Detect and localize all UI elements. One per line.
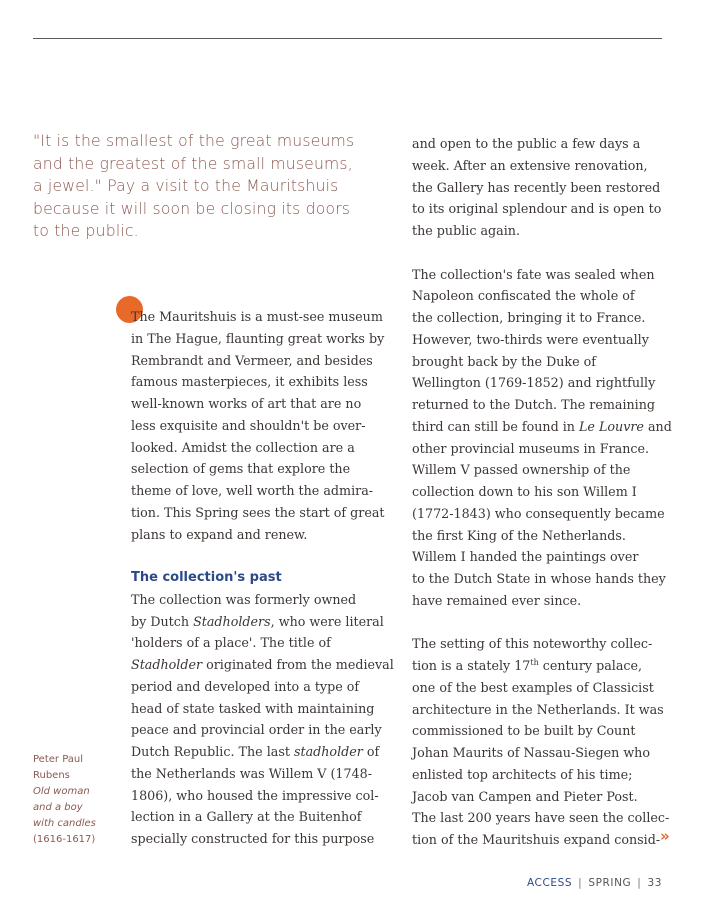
body-line: in The Hague, flaunting great works by <box>131 330 385 346</box>
body-line: peace and provincial order in the early <box>131 722 382 738</box>
body-line <box>412 655 692 677</box>
italic-term: Le Louvre <box>579 418 644 434</box>
text-run: , who were literal <box>270 613 384 629</box>
body-line: famous masterpieces, it exhibits less <box>131 374 368 390</box>
body-line: tion of the Mauritshuis expand consid- <box>412 832 661 847</box>
body-line: collection down to his son Willem I <box>412 484 637 499</box>
body-line: one of the best examples of Classicist <box>412 679 654 695</box>
superscript: th <box>530 657 539 667</box>
magazine-name: ACCESS <box>526 877 573 889</box>
body-line <box>131 654 394 676</box>
text-run: by Dutch <box>131 613 194 629</box>
body-line: period and developed into a type of <box>131 678 360 694</box>
body-line: However, two-thirds were eventually <box>412 331 649 347</box>
body-line: specially constructed for this purpose <box>131 831 375 846</box>
body-line <box>131 741 391 763</box>
body-line: other provincial museums in France. <box>412 440 650 456</box>
paragraph-gap <box>412 612 692 634</box>
pull-quote-line: because it will soon be closing its doors <box>33 199 351 218</box>
italic-term: stadholder <box>293 744 363 759</box>
body-line: to the Dutch State in whose hands they <box>412 571 666 586</box>
body-line: tion. This Spring sees the start of great <box>131 504 385 520</box>
pull-quote-line: and the greatest of the small museums, <box>33 154 353 173</box>
article-column-right <box>412 133 692 851</box>
text-run: and <box>643 418 672 434</box>
body-line: The setting of this noteworthy collec- <box>412 636 653 652</box>
body-line: 'holders of a place'. The title of <box>131 635 331 651</box>
caption-dates: (1616-1617) <box>33 834 96 845</box>
image-caption <box>33 752 113 848</box>
pull-quote-line: "It is the smallest of the great museums <box>33 132 355 150</box>
body-line: the first King of the Netherlands. <box>412 527 626 543</box>
body-line: Rembrandt and Vermeer, and besides <box>131 352 373 368</box>
caption-title: and a boy <box>33 802 83 813</box>
body-line: The last 200 years have seen the collec- <box>412 810 670 826</box>
italic-term: Stadholder <box>131 657 203 672</box>
paragraph-gap <box>412 242 692 264</box>
caption-artist: Peter Paul <box>33 754 84 765</box>
body-line: returned to the Dutch. The remaining <box>412 397 656 412</box>
body-line: selection of gems that explore the <box>131 461 351 477</box>
body-line: The collection was formerly owned <box>131 591 357 607</box>
page-footer <box>527 877 662 889</box>
body-line: lection in a Gallery at the Buitenhof <box>131 809 362 825</box>
body-line: the public again. <box>412 223 520 238</box>
body-line: Wellington (1769-1852) and rightfully <box>412 375 656 391</box>
footer-separator: | <box>637 877 642 889</box>
text-run: Dutch Republic. The last <box>131 744 294 759</box>
caption-title: Old woman <box>33 786 90 797</box>
top-rule <box>33 38 662 39</box>
body-line: Johan Maurits of Nassau-Siegen who <box>412 745 650 760</box>
text-run: tion is a stately 17 <box>412 658 531 673</box>
body-line: have remained ever since. <box>412 592 582 608</box>
body-line: Jacob van Campen and Pieter Post. <box>412 788 638 804</box>
body-line: the Netherlands was Willem V (1748- <box>131 765 372 781</box>
body-line: (1772-1843) who consequently became <box>412 505 665 521</box>
body-line: week. After an extensive renovation, <box>412 157 648 173</box>
body-line: well-known works of art that are no <box>131 396 362 411</box>
article-column-left <box>131 306 394 850</box>
text-run: third can still be found in <box>412 418 579 434</box>
footer-separator: | <box>578 877 583 889</box>
body-line: 1806), who housed the impressive col- <box>131 787 379 803</box>
body-line: the Gallery has recently been restored <box>412 179 661 195</box>
pull-quote <box>33 130 378 243</box>
body-line: Willem I handed the paintings over <box>412 549 639 565</box>
text-run: of <box>362 744 380 759</box>
body-line: brought back by the Duke of <box>412 353 596 369</box>
text-run: century palace, <box>538 658 643 673</box>
body-line: looked. Amidst the collection are a <box>131 439 355 455</box>
body-line: Napoleon confiscated the whole of <box>412 288 635 304</box>
body-line: less exquisite and shouldn't be over- <box>131 417 366 433</box>
text-run: originated from the medieval <box>202 657 394 672</box>
body-line: and open to the public a few days a <box>412 136 641 151</box>
body-line: head of state tasked with maintaining <box>131 700 375 716</box>
continue-arrow-icon: » <box>660 827 669 845</box>
body-line: plans to expand and renew. <box>131 526 308 542</box>
pull-quote-line: a jewel." Pay a visit to the Mauritshuis <box>33 177 339 195</box>
paragraph-gap <box>131 545 391 567</box>
body-line <box>131 611 391 633</box>
page-number: 33 <box>647 877 662 889</box>
body-line: The collection's fate was sealed when <box>412 266 655 282</box>
body-line: Willem V passed ownership of the <box>412 462 631 478</box>
body-line: theme of love, well worth the admira- <box>131 483 374 498</box>
body-line <box>412 416 692 438</box>
section-subhead: The collection's past <box>131 570 282 585</box>
caption-title: with candles <box>33 818 96 829</box>
body-line: to its original splendour and is open to <box>412 201 662 217</box>
pull-quote-line: to the public. <box>33 222 139 240</box>
italic-term: Stadholders <box>193 613 271 629</box>
body-line: architecture in the Netherlands. It was <box>412 701 664 717</box>
issue-season: SPRING <box>588 877 632 889</box>
body-line: enlisted top architects of his time; <box>412 766 633 782</box>
body-line: the collection, bringing it to France. <box>412 310 646 325</box>
body-line: commissioned to be built by Count <box>412 723 636 739</box>
caption-artist: Rubens <box>33 770 70 781</box>
body-line: The Mauritshuis is a must-see museum <box>131 309 383 324</box>
